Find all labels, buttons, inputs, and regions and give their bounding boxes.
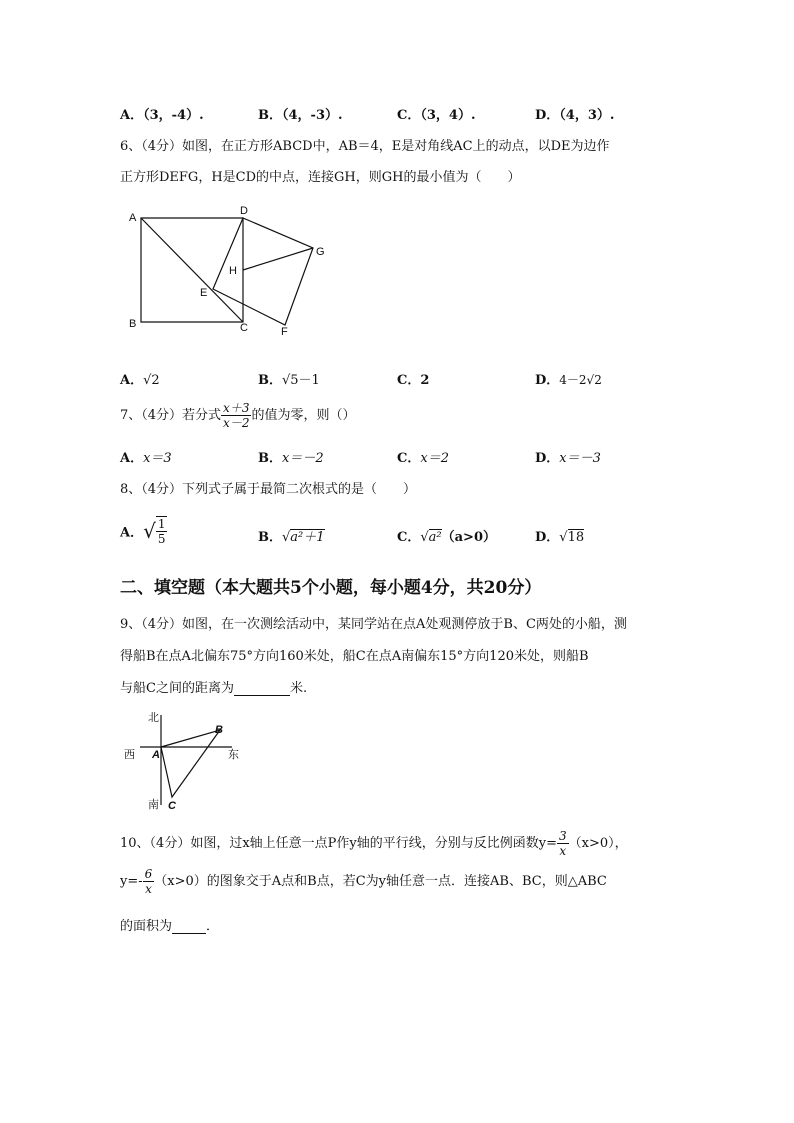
- label-a: A: [129, 212, 137, 224]
- option-text: x＝2: [420, 451, 449, 466]
- label-west: 西: [124, 748, 135, 761]
- q9-line1: 9、（4分）如图，在一次测绘活动中，某同学站在点A处观测停放于B、C两处的小船，测: [120, 617, 627, 632]
- q7-option-d: [535, 447, 601, 466]
- answer-blank: [234, 680, 290, 696]
- q10-line1: [120, 829, 628, 858]
- q10-line3-start: 的面积为: [120, 919, 173, 934]
- q8-option-d: [535, 526, 584, 545]
- q5-option-d: [535, 104, 614, 123]
- radical-sign: √: [143, 519, 156, 543]
- q5-option-a: [120, 104, 204, 123]
- radical-sign: √: [559, 530, 568, 545]
- label-e: E: [200, 287, 208, 299]
- q8a-den: 5: [157, 532, 166, 546]
- q8a-fraction: [156, 516, 168, 546]
- q10-f1-num: 3: [558, 829, 567, 843]
- q10-fraction1: [557, 829, 569, 858]
- q7-option-b: [258, 447, 324, 466]
- q7-fraction: [221, 401, 251, 430]
- option-key: D．: [535, 108, 560, 123]
- square-defg: [213, 218, 313, 325]
- label-f: F: [281, 326, 288, 338]
- q7-frac-num: x＋3: [223, 401, 250, 415]
- radical-sign: √: [282, 530, 291, 545]
- label-north: 北: [148, 711, 159, 724]
- q6-line1: 6、（4分）如图，在正方形ABCD中，AB＝4，E是对角线AC上的动点，以DE为边作: [120, 139, 610, 154]
- q9-line3-start: 与船C之间的距离为: [120, 681, 234, 696]
- option-key: A．: [120, 108, 144, 123]
- option-condition: （a>0）: [441, 530, 496, 545]
- label-a: A: [152, 749, 160, 761]
- q10-line2-start: y=-: [120, 874, 143, 889]
- label-b: B: [215, 724, 223, 736]
- label-g: G: [316, 246, 325, 258]
- option-key: D．: [535, 373, 560, 388]
- option-text: a²: [428, 530, 442, 545]
- q10-line1-end: （x>0），: [568, 836, 628, 851]
- option-key: C．: [397, 108, 421, 123]
- option-text: （3，4）.: [420, 108, 476, 123]
- q5-option-b: [258, 104, 343, 123]
- option-key: B．: [258, 373, 282, 388]
- option-key: B．: [258, 451, 282, 466]
- option-text: （4，3）.: [559, 108, 615, 123]
- q10-f2-num: 6: [144, 867, 153, 881]
- section-title: 二、填空题（本大题共5个小题，每小题4分，共20分）: [120, 578, 542, 598]
- label-c: C: [168, 800, 176, 812]
- label-d: D: [240, 205, 248, 217]
- q6-option-b: [258, 369, 320, 388]
- option-key: D．: [535, 530, 560, 545]
- q6-line2: 正方形DEFG，H是CD的中点，连接GH，则GH的最小值为（ ）: [120, 170, 521, 185]
- label-b: B: [129, 318, 137, 330]
- label-east: 东: [228, 748, 239, 761]
- q7-option-c: [397, 447, 449, 466]
- option-text: √2: [143, 373, 160, 388]
- option-key: C．: [397, 530, 421, 545]
- option-text: 2: [420, 373, 430, 388]
- q6-option-c: [397, 369, 429, 388]
- option-key: B．: [258, 108, 282, 123]
- segment-gh: [243, 248, 313, 270]
- q6-figure: [125, 200, 335, 340]
- option-key: A．: [120, 373, 144, 388]
- q10-fraction2: [143, 867, 155, 896]
- q10-f2-den: x: [145, 882, 152, 896]
- answer-blank: [172, 918, 206, 934]
- option-key: C．: [397, 373, 421, 388]
- q8-option-a: [120, 516, 167, 546]
- radical-sign: √: [420, 530, 429, 545]
- q9-line2: 得船B在点A北偏东75°方向160米处，船C在点A南偏东15°方向120米处，则船B: [120, 649, 589, 664]
- option-text: a²＋1: [290, 530, 325, 545]
- diagonal-ac: [141, 218, 243, 322]
- option-text: 4－2√2: [559, 373, 602, 387]
- q7-suffix: 的值为零，则（）: [251, 408, 356, 423]
- q8-option-b: [258, 526, 325, 545]
- option-text: x＝3: [143, 451, 172, 466]
- q7-prefix: 7、（4分）若分式: [120, 408, 222, 423]
- option-key: A．: [120, 451, 144, 466]
- option-text: 18: [567, 530, 585, 545]
- q5-option-c: [397, 104, 475, 123]
- q8-option-c: [397, 526, 496, 545]
- q10-line2: [120, 867, 607, 896]
- q9-line3: [120, 677, 307, 696]
- label-south: 南: [148, 798, 159, 811]
- option-key: C．: [397, 451, 421, 466]
- triangle-abc: [161, 730, 220, 797]
- option-text: x＝－2: [282, 451, 324, 466]
- q10-line3-end: ．: [206, 919, 220, 934]
- q6-option-d: [535, 369, 602, 388]
- q9-figure: [120, 705, 250, 815]
- option-key: A．: [120, 525, 144, 541]
- label-h: H: [229, 265, 237, 277]
- option-text: （3，-4）.: [143, 108, 204, 123]
- q9-line3-end: 米.: [289, 681, 308, 696]
- option-text: （4，-3）.: [282, 108, 343, 123]
- q6-option-a: [120, 369, 160, 388]
- option-text: √5－1: [282, 373, 320, 388]
- q10-line1-start: 10、（4分）如图，过x轴上任意一点P作y轴的平行线，分别与反比例函数y=: [120, 836, 557, 851]
- q8-stem: 8、（4分）下列式子属于最简二次根式的是（ ）: [120, 482, 417, 497]
- q7-option-a: [120, 447, 172, 466]
- q10-line2-end: （x>0）的图象交于A点和B点，若C为y轴任意一点．连接AB、BC，则△ABC: [154, 874, 607, 889]
- label-c: C: [240, 322, 248, 334]
- q8a-num: 1: [157, 517, 166, 531]
- option-key: D．: [535, 451, 560, 466]
- q10-f1-den: x: [559, 844, 567, 858]
- option-text: x＝－3: [559, 451, 601, 466]
- q7-frac-den: x－2: [223, 416, 250, 430]
- q7-stem: [120, 401, 355, 430]
- option-key: B．: [258, 530, 282, 545]
- q10-line3: [120, 915, 219, 934]
